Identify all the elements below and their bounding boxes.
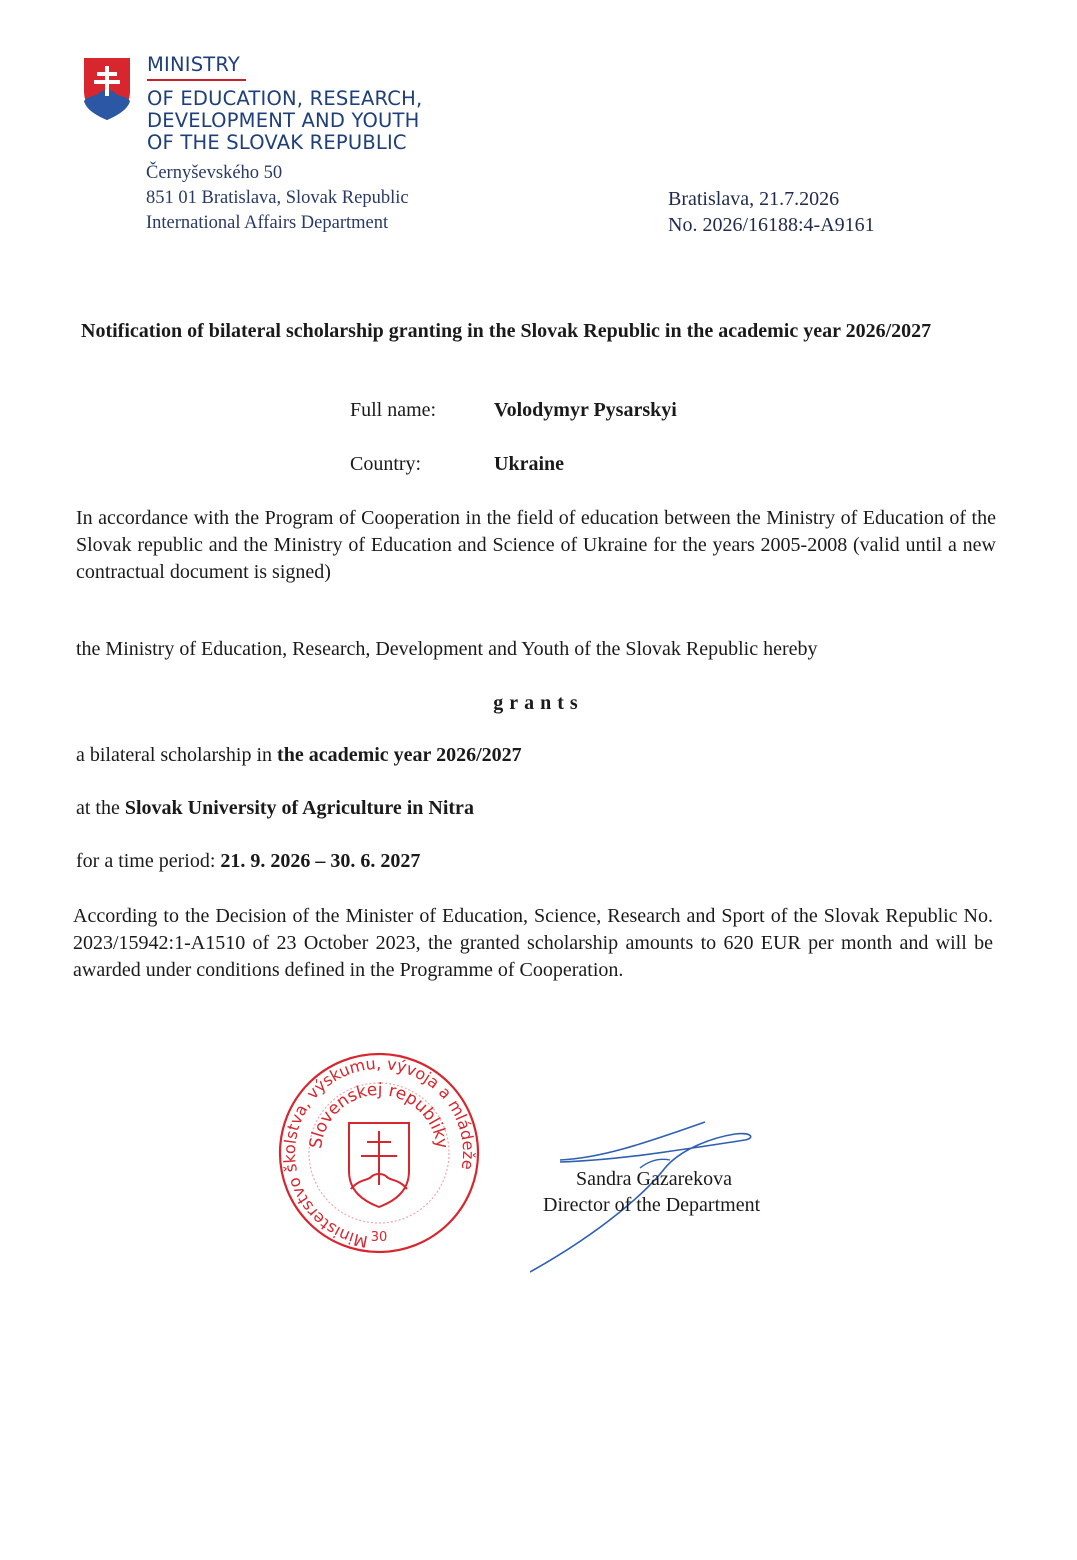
address-street: Černyševského 50 xyxy=(146,163,283,183)
ministry-name-line-4: OF THE SLOVAK REPUBLIC xyxy=(147,131,407,154)
decision-paragraph: According to the Decision of the Minister of Education, Science, Research and Sport of the Slovak Republic No. 2023/15942:1-A1510 of 23 October 2023, the granted scholarship amounts to 620 EUR per month and will be awarded under conditions defined in the Programme of Cooperation. xyxy=(73,905,993,981)
address-city: 851 01 Bratislava, Slovak Republic xyxy=(146,188,409,208)
seal-number: 30 xyxy=(370,1230,388,1245)
official-seal-stamp xyxy=(277,1051,481,1255)
reference-number: No. 2026/16188:4-A9161 xyxy=(668,214,875,236)
place-date: Bratislava, 21.7.2026 xyxy=(668,188,840,210)
university-line xyxy=(76,797,474,820)
scholarship-line xyxy=(76,744,522,767)
country-label: Country: xyxy=(350,453,422,475)
academic-year: the academic year 2026/2027 xyxy=(277,744,522,766)
signatory-title: Director of the Department xyxy=(543,1194,761,1216)
seal-outer-text: Ministerstvo školstva, výskumu, vývoja a mládeže xyxy=(279,1053,479,1252)
full-name-value: Volodymyr Pysarskyi xyxy=(494,399,677,421)
ministry-name-line-3: DEVELOPMENT AND YOUTH xyxy=(147,109,420,132)
ministry-statement: the Ministry of Education, Research, Development and Youth of the Slovak Republic hereby xyxy=(76,638,818,660)
grants-heading: grants xyxy=(493,692,584,714)
period-value: 21. 9. 2026 – 30. 6. 2027 xyxy=(220,850,421,872)
signatory-name: Sandra Gazarekova xyxy=(576,1168,733,1190)
full-name-label: Full name: xyxy=(350,399,437,421)
address-department: International Affairs Department xyxy=(146,213,389,233)
ministry-divider xyxy=(147,79,246,81)
slovak-coat-of-arms-icon xyxy=(83,57,131,121)
period-line xyxy=(76,850,420,873)
period-prefix: for a time period: xyxy=(76,850,221,872)
program-paragraph: In accordance with the Program of Cooperation in the field of education between the Ministry of Education of the Slovak republic and the Ministry of Education and Science of Ukraine for the years 2005-2008 (valid until a new contractual document is signed) xyxy=(76,507,996,583)
seal-inner-text: Slovenskej republiky xyxy=(306,1079,452,1150)
letter-title: Notification of bilateral scholarship granting in the Slovak Republic in the academic year 2026/2027 xyxy=(81,320,932,342)
scholarship-prefix: a bilateral scholarship in xyxy=(76,744,278,766)
university-prefix: at the xyxy=(76,797,125,819)
ministry-name-line-1: MINISTRY xyxy=(147,53,241,76)
ministry-name-line-2: OF EDUCATION, RESEARCH, xyxy=(147,87,423,110)
university-name: Slovak University of Agriculture in Nitra xyxy=(124,797,474,819)
country-value: Ukraine xyxy=(494,453,564,475)
